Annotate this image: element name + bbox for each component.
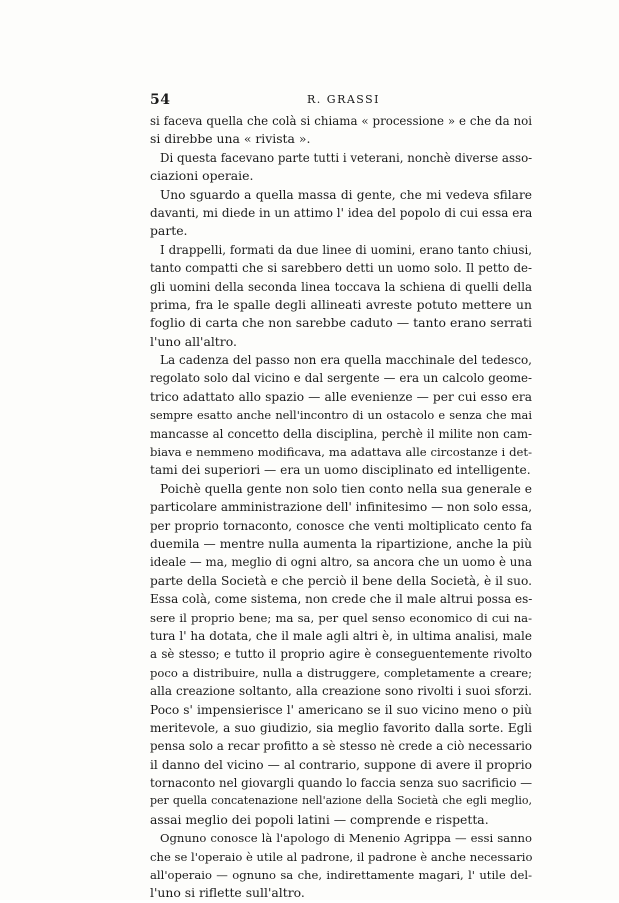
text-line: si direbbe una « rivista ». [150, 131, 311, 147]
text-line: sempre esatto anche nell'incontro di un ostacolo e senza che mai [150, 408, 532, 423]
text-line: pensa solo a recar profitto a sè stesso nè crede a ciò necessario [150, 739, 532, 754]
text-line: gli uomini della seconda linea toccava la schiena di quelli della [150, 279, 532, 294]
text-line: trico adattato allo spazio — alle evenienze — per cui esso era [150, 389, 532, 404]
text-line: sere il proprio bene; ma sa, per quel senso economico di cui na- [150, 610, 532, 625]
text-line: Di questa facevano parte tutti i veterani, nonchè diverse asso- [160, 150, 532, 165]
text-line: tura l' ha dotata, che il male agli altri è, in ultima analisi, male [150, 628, 532, 643]
text-line: assai meglio dei popoli latini — comprende e rispetta. [150, 811, 489, 827]
text-line: La cadenza del passo non era quella macchinale del tedesco, [160, 353, 532, 368]
text-line: il danno del vicino — al contrario, suppone di avere il proprio [150, 757, 532, 772]
text-line: a sè stesso; e tutto il proprio agire è conseguentemente rivolto [150, 647, 532, 662]
text-line: l'uno all'altro. [150, 333, 237, 349]
text-line: ideale — ma, meglio di ogni altro, sa ancora che un uomo è una [150, 555, 532, 570]
text-line: Poichè quella gente non solo tien conto nella sua generale e [160, 481, 532, 496]
page-header [150, 92, 532, 110]
text-line: meritevole, a suo giudizio, sia meglio favorito dalla sorte. Egli [150, 720, 532, 735]
text-line: regolato solo dal vicino e dal sergente — era un calcolo geome- [150, 371, 532, 386]
text-line: I drappelli, formati da due linee di uomini, erano tanto chiusi, [160, 242, 532, 257]
text-line: alla creazione soltanto, alla creazione sono rivolti i suoi sforzi. [150, 684, 532, 699]
body-text [150, 112, 532, 903]
text-line: duemila — mentre nulla aumenta la ripartizione, anche la più [150, 536, 532, 551]
text-line: tami dei superiori — era un uomo disciplinato ed intelligente. [150, 463, 531, 478]
text-line: biava e nemmeno modificava, ma adattava alle circostanze i det- [150, 445, 532, 460]
text-line: Ognuno conosce là l'apologo di Menenio Agrippa — essi sanno [160, 831, 532, 846]
text-line: si faceva quella che colà si chiama « processione » e che da noi [150, 114, 532, 128]
text-line: foglio di carta che non sarebbe caduto — tanto erano serrati [150, 315, 532, 331]
text-line: Uno sguardo a quella massa di gente, che mi vedeva sfilare [160, 187, 532, 202]
text-line: mancasse al concetto della disciplina, perchè il milite non cam- [150, 426, 532, 441]
text-line: tanto compatti che si sarebbero detti un uomo solo. Il petto de- [150, 261, 532, 276]
text-line: poco a distribuire, nulla a distruggere, completamente a creare; [150, 665, 532, 680]
page-number: 54 [150, 92, 171, 108]
text-line: Poco s' impensierisce l' americano se il suo vicino meno o più [150, 702, 532, 717]
running-head: R. GRASSI [307, 93, 381, 106]
text-line: per quella concatenazione nell'azione della Società che egli meglio, [150, 794, 532, 808]
text-line: tornaconto nel giovargli quando lo faccia senza suo sacrificio — [150, 776, 532, 791]
text-line: prima, fra le spalle degli allineati avreste potuto mettere un [150, 296, 532, 312]
text-line: per proprio tornaconto, conosce che venti moltiplicato cento fa [150, 518, 532, 533]
text-line: parte. [150, 223, 188, 239]
text-line: che se l'operaio è utile al padrone, il padrone è anche necessario [150, 849, 532, 864]
text-line: particolare amministrazione dell' infinitesimo — non solo essa, [150, 500, 532, 515]
text-line: Essa colà, come sistema, non crede che il male altrui possa es- [150, 592, 532, 607]
text-line: all'operaio — ognuno sa che, indirettamente magari, l' utile del- [150, 868, 532, 883]
text-line: ciazioni operaie. [150, 168, 254, 184]
text-line: parte della Società e che perciò il bene della Società, è il suo. [150, 573, 532, 588]
text-line: l'uno si riflette sull'altro. [150, 885, 305, 901]
text-line: davanti, mi diede in un attimo l' idea del popolo di cui essa era [150, 205, 532, 220]
